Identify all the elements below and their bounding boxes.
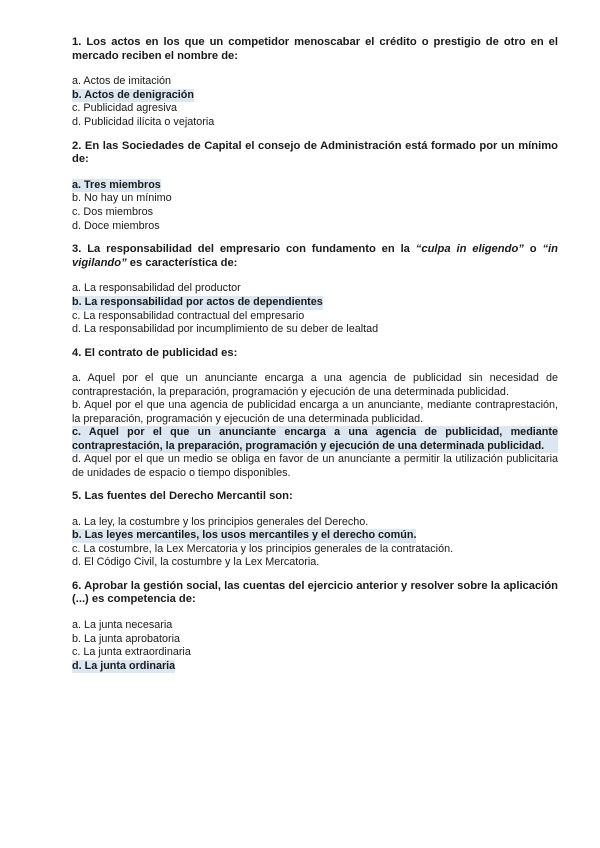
option-d: d. Aquel por el que un medio se obliga en favor de un anunciante a permitir la utilización publicitaria de unidades de espacio o tiempo disponibles. bbox=[72, 453, 558, 479]
question-6 bbox=[72, 580, 558, 674]
title-italic-part: “in vigilando” bbox=[72, 243, 558, 269]
option-b: b. No hay un mínimo bbox=[72, 192, 172, 205]
question-title: 5. Las fuentes del Derecho Mercantil son: bbox=[72, 489, 293, 502]
question-title: 6. Aprobar la gestión social, las cuentas del ejercicio anterior y resolver sobre la aplicación (...) es competencia de: bbox=[72, 579, 558, 606]
option-a: a. Actos de imitación bbox=[72, 75, 172, 88]
question-4 bbox=[72, 347, 558, 480]
option-b: b. Aquel por el que una agencia de publicidad encarga a un anunciante, mediante contraprestación, la preparación, programación y ejecución de una determinada publicidad. bbox=[72, 399, 558, 425]
title-part: o bbox=[523, 243, 543, 256]
option-c: c. Publicidad agresiva bbox=[72, 102, 178, 115]
option-d: d. Doce miembros bbox=[72, 219, 160, 232]
option-b-correct: b. La responsabilidad por actos de dependientes bbox=[72, 295, 323, 308]
title-italic-part: “culpa in eligendo” bbox=[415, 243, 524, 256]
question-title: 2. En las Sociedades de Capital el consejo de Administración está formado por un mínimo de: bbox=[72, 139, 558, 166]
option-a: a. La junta necesaria bbox=[72, 619, 173, 632]
option-a: a. La responsabilidad del productor bbox=[72, 282, 241, 295]
option-b-correct: b. Las leyes mercantiles, los usos mercantiles y el derecho común. bbox=[72, 529, 417, 542]
question-title: 1. Los actos en los que un competidor menoscabar el crédito o prestigio de otro en el mercado reciben el nombre de: bbox=[72, 36, 558, 62]
quiz-page bbox=[72, 36, 558, 683]
option-d-correct: d. La junta ordinaria bbox=[72, 659, 176, 672]
question-title: 4. El contrato de publicidad es: bbox=[72, 346, 238, 359]
option-d: d. Publicidad ilícita o vejatoria bbox=[72, 115, 215, 128]
option-b: b. La junta aprobatoria bbox=[72, 632, 181, 645]
option-d: d. La responsabilidad por incumplimiento de su deber de lealtad bbox=[72, 323, 379, 336]
option-a: a. Aquel por el que un anunciante encarga a una agencia de publicidad sin necesidad de contraprestación, la preparación, programación y ejecución de una determinada publicidad. bbox=[72, 372, 558, 398]
question-1 bbox=[72, 36, 558, 130]
question-title bbox=[72, 243, 558, 270]
option-a-correct: a. Tres miembros bbox=[72, 178, 161, 191]
title-part: es característica de: bbox=[126, 256, 238, 269]
option-c: c. Dos miembros bbox=[72, 205, 153, 218]
option-c: c. La junta extraordinaria bbox=[72, 646, 191, 659]
title-part: 3. La responsabilidad del empresario con fundamento en la bbox=[72, 243, 416, 256]
option-a: a. La ley, la costumbre y los principios generales del Derecho. bbox=[72, 515, 369, 528]
option-d: d. El Código Civil, la costumbre y la Lex Mercatoria. bbox=[72, 556, 320, 569]
option-b-correct: b. Actos de denigración bbox=[72, 88, 194, 101]
question-3 bbox=[72, 243, 558, 337]
question-2 bbox=[72, 140, 558, 234]
option-c: c. La responsabilidad contractual del empresario bbox=[72, 309, 305, 322]
option-c-correct: c. Aquel por el que un anunciante encarga a una agencia de publicidad, mediante contraprestación, la preparación, programación y ejecución de una determinada publicidad. bbox=[72, 425, 558, 452]
option-c: c. La costumbre, la Lex Mercatoria y los principios generales de la contratación. bbox=[72, 542, 454, 555]
question-5 bbox=[72, 490, 558, 570]
